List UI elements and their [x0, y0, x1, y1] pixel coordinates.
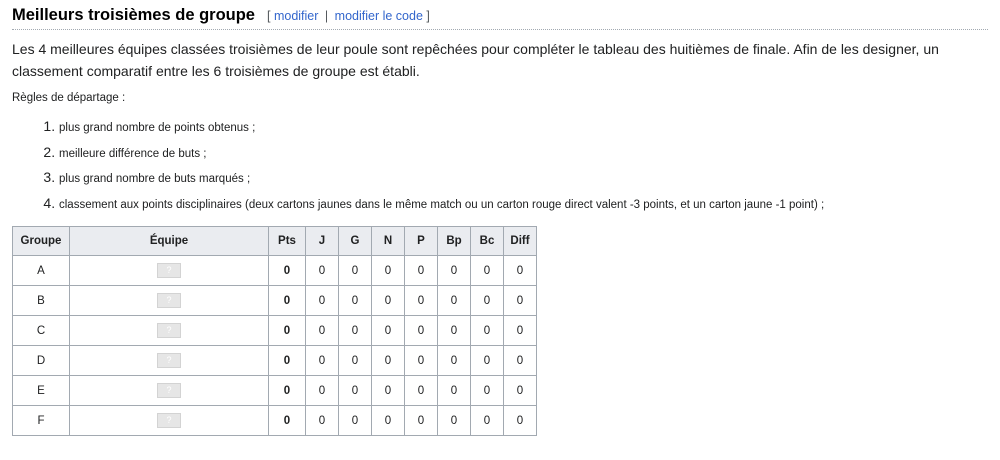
flag-placeholder-icon: ?: [157, 263, 181, 278]
cell-equipe: [70, 346, 269, 376]
cell-n: 0: [372, 346, 405, 376]
cell-diff: 0: [504, 316, 537, 346]
rules-list: [12, 114, 988, 216]
cell-bc: 0: [471, 316, 504, 346]
cell-equipe: [70, 286, 269, 316]
cell-groupe: B: [13, 286, 70, 316]
cell-equipe: [70, 316, 269, 346]
rule-item: 1. plus grand nombre de points obtenus ;: [59, 114, 988, 140]
cell-g: 0: [339, 346, 372, 376]
cell-bp: 0: [438, 406, 471, 436]
header-bp: Bp: [438, 227, 471, 256]
cell-bp: 0: [438, 346, 471, 376]
cell-p: 0: [405, 286, 438, 316]
cell-groupe: E: [13, 376, 70, 406]
header-bc: Bc: [471, 227, 504, 256]
cell-equipe: [70, 256, 269, 286]
cell-p: 0: [405, 376, 438, 406]
cell-g: 0: [339, 286, 372, 316]
cell-groupe: A: [13, 256, 70, 286]
edit-code-link[interactable]: modifier le code: [334, 9, 423, 23]
cell-groupe: C: [13, 316, 70, 346]
cell-diff: 0: [504, 256, 537, 286]
flag-placeholder-icon: ?: [157, 383, 181, 398]
cell-pts: 0: [269, 286, 306, 316]
header-diff: Diff: [504, 227, 537, 256]
cell-bp: 0: [438, 286, 471, 316]
table-row: [13, 376, 537, 406]
cell-g: 0: [339, 316, 372, 346]
cell-pts: 0: [269, 406, 306, 436]
cell-n: 0: [372, 376, 405, 406]
table-body: [13, 256, 537, 436]
header-groupe: Groupe: [13, 227, 70, 256]
cell-n: 0: [372, 406, 405, 436]
table-row: [13, 346, 537, 376]
cell-j: 0: [306, 346, 339, 376]
section-heading-row: [12, 6, 988, 30]
cell-equipe: [70, 406, 269, 436]
header-j: J: [306, 227, 339, 256]
intro-paragraph: [12, 38, 988, 82]
table-header-row: [13, 227, 537, 256]
cell-j: 0: [306, 316, 339, 346]
intro-line-1: Les 4 meilleures équipes classées troisièmes de leur poule sont repêchées pour compléter le tableau des huitièmes de finale. Afin de les designer, un: [12, 41, 939, 57]
cell-bc: 0: [471, 256, 504, 286]
header-n: N: [372, 227, 405, 256]
cell-diff: 0: [504, 286, 537, 316]
rule-item: 4. classement aux points disciplinaires (deux cartons jaunes dans le même match ou un carton rouge direct valent -3 points, et un carton jaune -1 point) ;: [59, 191, 988, 217]
header-p: P: [405, 227, 438, 256]
cell-groupe: D: [13, 346, 70, 376]
table-row: [13, 256, 537, 286]
flag-placeholder-icon: ?: [157, 293, 181, 308]
intro-line-2: classement comparatif entre les 6 troisièmes de groupe est établi.: [12, 63, 420, 79]
header-equipe: Équipe: [70, 227, 269, 256]
cell-p: 0: [405, 256, 438, 286]
cell-equipe: [70, 376, 269, 406]
cell-diff: 0: [504, 376, 537, 406]
flag-placeholder-icon: ?: [157, 323, 181, 338]
table-row: [13, 286, 537, 316]
edit-section-links: [267, 9, 430, 23]
header-pts: Pts: [269, 227, 306, 256]
header-g: G: [339, 227, 372, 256]
cell-j: 0: [306, 256, 339, 286]
cell-diff: 0: [504, 406, 537, 436]
cell-p: 0: [405, 316, 438, 346]
cell-bp: 0: [438, 256, 471, 286]
edit-link[interactable]: modifier: [273, 9, 319, 23]
cell-pts: 0: [269, 256, 306, 286]
table-row: [13, 316, 537, 346]
flag-placeholder-icon: ?: [157, 353, 181, 368]
table-row: [13, 406, 537, 436]
cell-j: 0: [306, 286, 339, 316]
cell-n: 0: [372, 316, 405, 346]
cell-g: 0: [339, 256, 372, 286]
cell-bc: 0: [471, 406, 504, 436]
ranking-table: [12, 226, 537, 436]
edit-bracket-close: ]: [426, 9, 430, 23]
cell-bc: 0: [471, 286, 504, 316]
cell-g: 0: [339, 406, 372, 436]
cell-pts: 0: [269, 316, 306, 346]
cell-p: 0: [405, 346, 438, 376]
cell-bp: 0: [438, 316, 471, 346]
edit-bracket-open: [: [267, 9, 271, 23]
cell-pts: 0: [269, 376, 306, 406]
rule-item: 2. meilleure différence de buts ;: [59, 140, 988, 166]
cell-j: 0: [306, 376, 339, 406]
section-title: Meilleurs troisièmes de groupe: [12, 6, 255, 24]
cell-p: 0: [405, 406, 438, 436]
edit-separator: |: [324, 9, 329, 23]
flag-placeholder-icon: ?: [157, 413, 181, 428]
cell-bc: 0: [471, 346, 504, 376]
cell-j: 0: [306, 406, 339, 436]
rule-item: 3. plus grand nombre de buts marqués ;: [59, 165, 988, 191]
cell-diff: 0: [504, 346, 537, 376]
cell-bp: 0: [438, 376, 471, 406]
cell-bc: 0: [471, 376, 504, 406]
cell-g: 0: [339, 376, 372, 406]
cell-groupe: F: [13, 406, 70, 436]
rules-label: Règles de départage :: [12, 92, 126, 104]
cell-n: 0: [372, 286, 405, 316]
cell-n: 0: [372, 256, 405, 286]
cell-pts: 0: [269, 346, 306, 376]
